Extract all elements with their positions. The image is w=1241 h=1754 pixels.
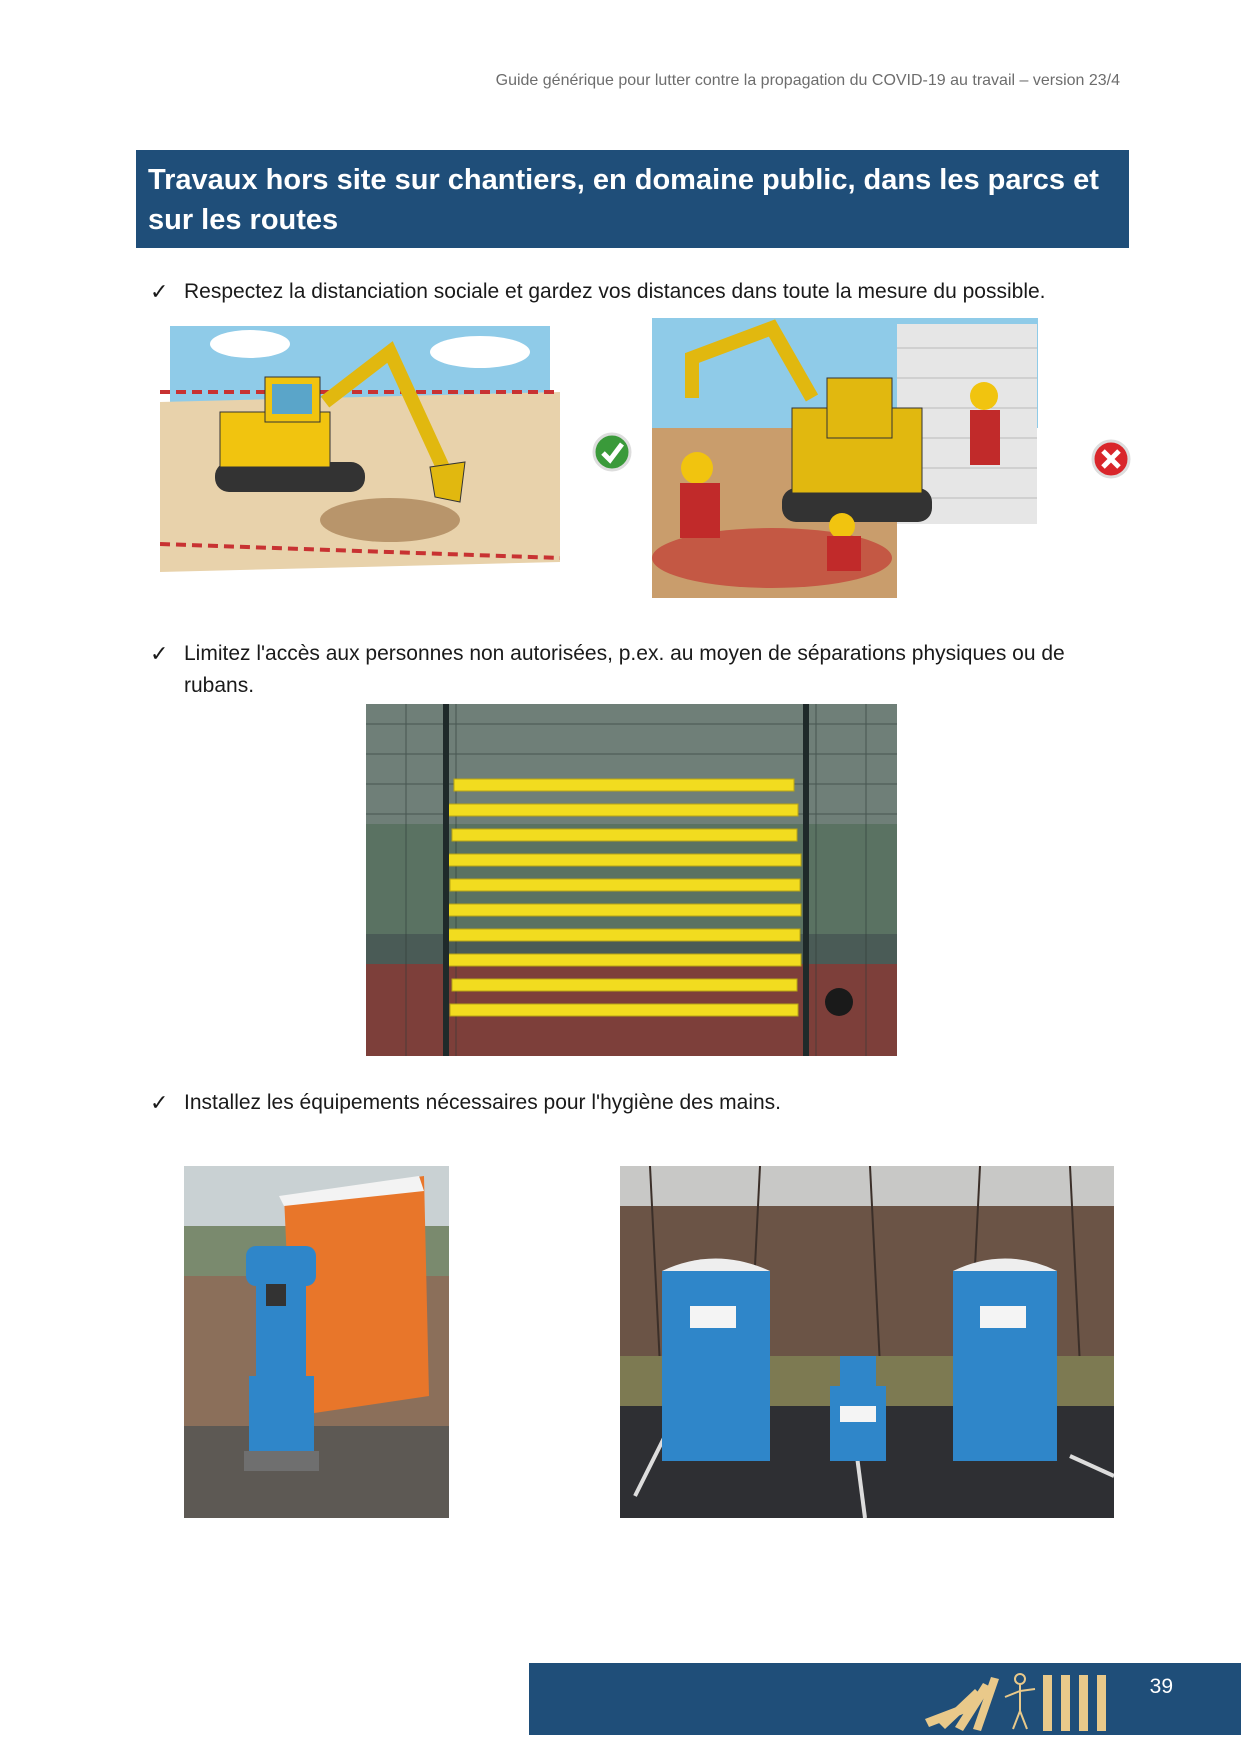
bullet-item [150, 638, 1130, 702]
cross-circle-icon [1090, 438, 1132, 480]
bullet-item [150, 276, 1130, 308]
illustration-distance-not-respected [652, 318, 1038, 598]
bullet-text: Installez les équipements nécessaires pour l'hygiène des mains. [184, 1091, 782, 1114]
bullet-item [150, 1087, 1130, 1119]
bullet-text: Limitez l'accès aux personnes non autorisées, p.ex. au moyen de séparations physiques ou de rubans. [184, 642, 1065, 697]
running-header: Guide générique pour lutter contre la propagation du COVID-19 au travail – version 23/4 [495, 72, 1120, 89]
footer-logo [925, 1667, 1140, 1733]
bullet-text: Respectez la distanciation sociale et gardez vos distances dans toute la mesure du possible. [184, 280, 1046, 303]
section-title: Travaux hors site sur chantiers, en domaine public, dans les parcs et sur les routes [136, 150, 1129, 248]
photo-handwash-station [184, 1166, 449, 1518]
checkmark-icon: ✓ [150, 641, 169, 666]
photo-portable-toilets [620, 1166, 1114, 1518]
checkmark-icon: ✓ [150, 1090, 169, 1115]
illustration-distance-respected [160, 322, 560, 594]
check-circle-icon [592, 432, 632, 472]
photo-caution-tape-fence [366, 704, 897, 1056]
checkmark-icon: ✓ [150, 279, 169, 304]
page-number: 39 [1149, 1675, 1173, 1698]
